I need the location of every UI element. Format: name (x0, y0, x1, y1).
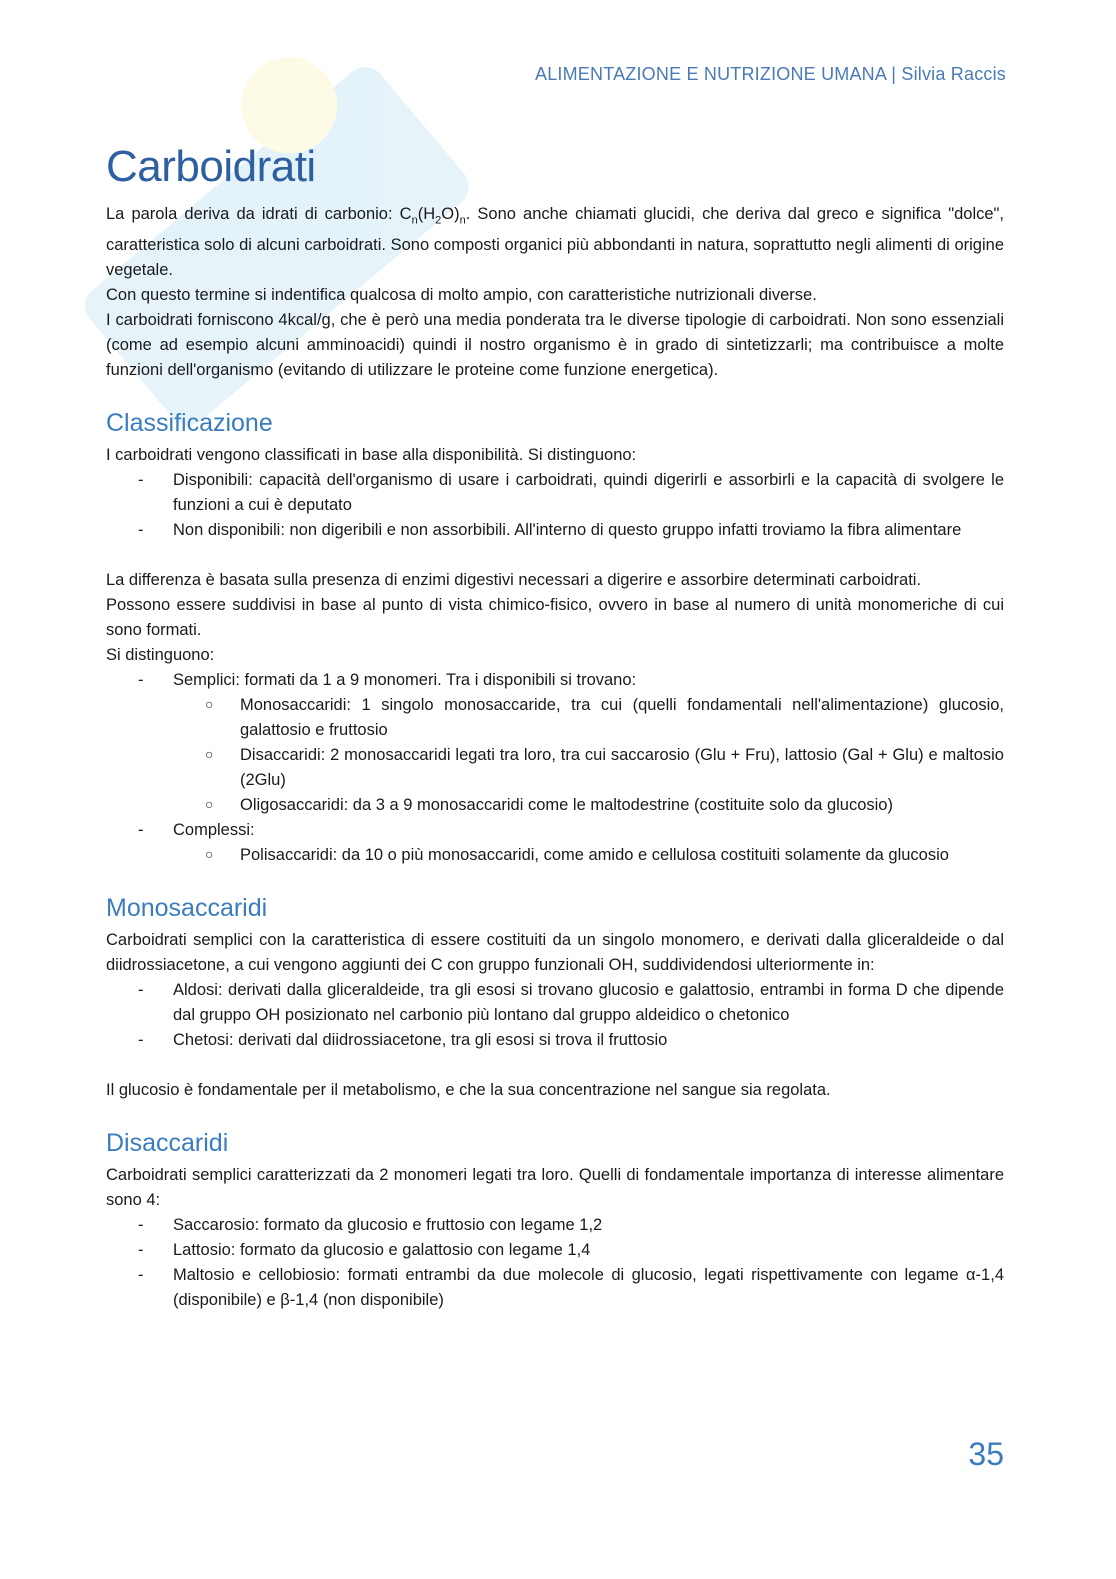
list-item: - Non disponibili: non digeribili e non assorbibili. All'interno di questo gruppo infatti troviamo la fibra alimentare (138, 521, 962, 540)
section-heading-disaccaridi: Disaccaridi (106, 1129, 229, 1158)
running-header: ALIMENTAZIONE E NUTRIZIONE UMANA | Silvia Raccis (535, 64, 1006, 84)
availability-list (106, 468, 1004, 543)
list-item: - Aldosi: derivati dalla gliceraldeide, tra gli esosi si trovano glucosio e galattosio, entrambi in forma D che dipende dal gruppo OH posizionato nel carbonio più lontano dal gruppo aldeidico o chetonico (138, 981, 1004, 1025)
page-content (106, 140, 1004, 1313)
page-title: Carboidrati (106, 142, 316, 191)
sublist-item: ○ Polisaccaridi: da 10 o più monosaccaridi, come amido e cellulosa costituiti solamente da glucosio (205, 846, 949, 865)
list-item: - Lattosio: formato da glucosio e galattosio con legame 1,4 (138, 1241, 591, 1260)
intro-paragraph-2: Con questo termine si indentifica qualcosa di molto ampio, con caratteristiche nutrizionali diverse. (106, 286, 817, 305)
intro-paragraph-3: I carboidrati forniscono 4kcal/g, che è però una media ponderata tra le diverse tipologie di carboidrati. Non sono essenziali (come ad esempio alcuni amminoacidi) quindi il nostro organismo è in grado di sintetizzarli; ma contribuisce a molte funzioni dell'organismo (evitando di utilizzare le proteine come funzione energetica). (106, 311, 1004, 380)
classificazione-paragraph-1: I carboidrati vengono classificati in base alla disponibilità. Si distinguono: (106, 446, 637, 465)
classificazione-paragraph-2: La differenza è basata sulla presenza di enzimi digestivi necessari a digerire e assorbire determinati carboidrati. (106, 571, 922, 590)
sublist-item: ○ Monosaccaridi: 1 singolo monosaccaride, tra cui (quelli fondamentali nell'alimentazione) glucosio, galattosio e fruttosio (205, 696, 1004, 740)
list-item: - Semplici: formati da 1 a 9 monomeri. Tra i disponibili si trovano: (138, 671, 637, 690)
monosaccaridi-paragraph-2: Il glucosio è fondamentale per il metabolismo, e che la sua concentrazione nel sangue sia regolata. (106, 1081, 831, 1100)
sublist-item: ○ Oligosaccaridi: da 3 a 9 monosaccaridi come le maltodestrine (costituite solo da glucosio) (205, 796, 893, 815)
section-heading-classificazione: Classificazione (106, 409, 273, 438)
monosaccaridi-paragraph-1: Carboidrati semplici con la caratteristica di essere costituiti da un singolo monomero, e derivati dalla gliceraldeide o dal diidrossiacetone, a cui vengono aggiunti dei C con gruppo funzionali OH, suddividendosi ulteriormente in: (106, 931, 1004, 975)
sublist-item: ○ Disaccaridi: 2 monosaccaridi legati tra loro, tra cui saccarosio (Glu + Fru), lattosio (Gal + Glu) e maltosio (2Glu) (205, 746, 1004, 790)
list-item: - Maltosio e cellobiosio: formati entrambi da due molecole di glucosio, legati rispettivamente con legame α-1,4 (disponibile) e β-1,4 (non disponibile) (138, 1266, 1004, 1310)
complex-sublist (173, 843, 1004, 868)
list-item: - Disponibili: capacità dell'organismo di usare i carboidrati, quindi digerirli e assorbirli e la capacità di svolgere le funzioni a cui è deputato (138, 471, 1004, 515)
intro-paragraph-1: La parola deriva da idrati di carbonio: $C_n(H_2O)_n$. Sono anche chiamati glucidi, che deriva dal greco e significa "dolce", caratteristica solo di alcuni carboidrati. Sono composti organici più abbondanti in natura, soprattutto negli alimenti di origine vegetale. (106, 205, 1004, 280)
monosaccaridi-list (106, 978, 1004, 1053)
classificazione-paragraph-3: Possono essere suddivisi in base al punto di vista chimico-fisico, ovvero in base al numero di unità monomeriche di cui sono formati. (106, 596, 1004, 640)
simple-sublist (173, 693, 1004, 818)
list-item: - Complessi: (138, 821, 255, 840)
chemical-classification-list (106, 668, 1004, 693)
disaccaridi-paragraph-1: Carboidrati semplici caratterizzati da 2 monomeri legati tra loro. Quelli di fondamentale importanza di interesse alimentare sono 4: (106, 1166, 1004, 1210)
page-number: 35 (968, 1436, 1004, 1472)
disaccaridi-list (106, 1213, 1004, 1313)
section-heading-monosaccaridi: Monosaccaridi (106, 894, 268, 923)
classificazione-paragraph-4: Si distinguono: (106, 646, 215, 665)
list-item: - Chetosi: derivati dal diidrossiacetone, tra gli esosi si trova il fruttosio (138, 1031, 668, 1050)
list-item: - Saccarosio: formato da glucosio e fruttosio con legame 1,2 (138, 1216, 603, 1235)
